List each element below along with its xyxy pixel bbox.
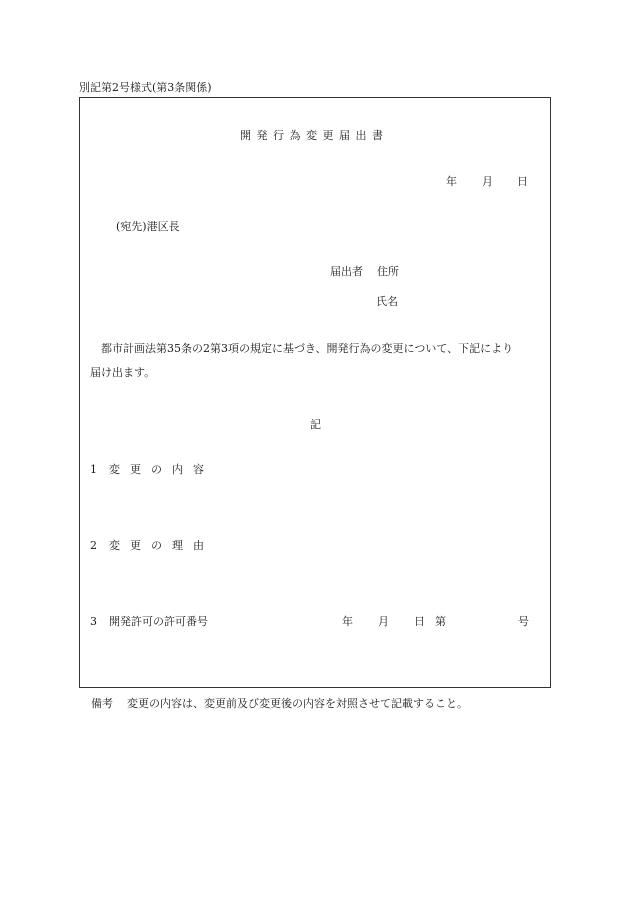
permit-dai-label: 第 bbox=[435, 615, 446, 628]
item-1-number: 1 bbox=[90, 463, 97, 476]
permit-go-label: 号 bbox=[518, 615, 529, 628]
applicant-name-label: 氏名 bbox=[376, 295, 398, 308]
document-title: 開発行為変更届出書 bbox=[240, 129, 389, 142]
date-day-label: 日 bbox=[517, 175, 528, 188]
item-1-label: 変更の内容 bbox=[109, 463, 214, 476]
remarks-text: 変更の内容は、変更前及び変更後の内容を対照させて記載すること。 bbox=[127, 697, 468, 710]
date-month-label: 月 bbox=[482, 175, 493, 188]
permit-year-label: 年 bbox=[342, 615, 353, 628]
ki-heading: 記 bbox=[310, 418, 321, 431]
form-frame bbox=[79, 97, 551, 688]
form-number-label: 別記第2号様式(第3条関係) bbox=[79, 81, 212, 94]
item-3-label: 開発許可の許可番号 bbox=[109, 615, 208, 628]
applicant-label: 届出者 bbox=[330, 265, 363, 278]
item-2-number: 2 bbox=[90, 539, 97, 552]
date-year-label: 年 bbox=[446, 175, 457, 188]
applicant-address-label: 住所 bbox=[377, 265, 399, 278]
permit-month-label: 月 bbox=[378, 615, 389, 628]
item-2-label: 変更の理由 bbox=[109, 539, 214, 552]
addressee: (宛先)港区長 bbox=[116, 220, 180, 233]
remarks-label: 備考 bbox=[91, 697, 113, 710]
item-3-number: 3 bbox=[90, 615, 97, 628]
body-text-line-2: 届け出ます。 bbox=[90, 366, 156, 379]
body-text-line-1: 都市計画法第35条の2第3項の規定に基づき、開発行為の変更について、下記により bbox=[101, 342, 514, 355]
permit-day-label: 日 bbox=[414, 615, 425, 628]
